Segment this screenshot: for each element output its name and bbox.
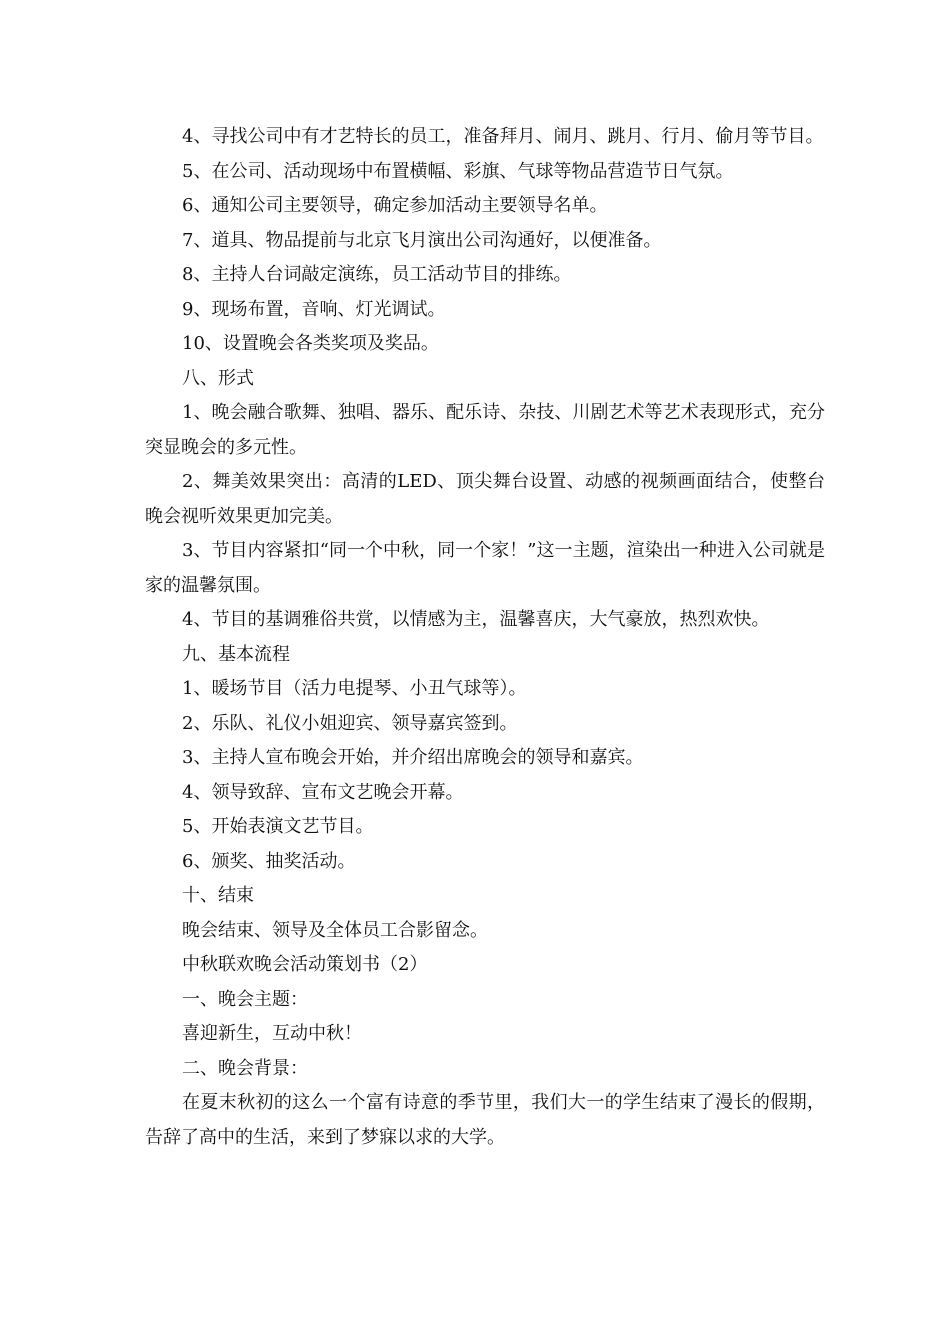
section-heading: 二、晚会背景： (182, 1057, 308, 1079)
paragraph: 1、暖场节目（活力电提琴、小丑气球等）。 (182, 678, 527, 699)
paragraph: 6、通知公司主要领导，确定参加活动主要领导名单。 (182, 195, 608, 216)
paragraph: 2、舞美效果突出：高清的LED、顶尖舞台设置、动感的视频画面结合，使整台晚会视听效果更加完美。 (145, 471, 825, 527)
section-heading: 八、形式 (182, 367, 254, 389)
section-heading: 一、晚会主题： (182, 988, 308, 1010)
paragraph: 喜迎新生，互动中秋！ (182, 1023, 362, 1044)
section-heading: 九、基本流程 (182, 643, 290, 665)
paragraph: 4、节目的基调雅俗共赏，以情感为主，温馨喜庆，大气豪放，热烈欢快。 (182, 609, 770, 630)
paragraph: 晚会结束、领导及全体员工合影留念。 (182, 919, 488, 941)
paragraph: 在夏末秋初的这么一个富有诗意的季节里，我们大一的学生结束了漫长的假期，告辞了高中的生活，来到了梦寐以求的大学。 (145, 1092, 825, 1148)
paragraph: 5、在公司、活动现场中布置横幅、彩旗、气球等物品营造节日气氛。 (182, 160, 734, 182)
paragraph: 8、主持人台词敲定演练，员工活动节目的排练。 (182, 264, 572, 285)
paragraph: 2、乐队、礼仪小姐迎宾、领导嘉宾签到。 (182, 712, 518, 734)
paragraph: 7、道具、物品提前与北京飞月演出公司沟通好，以便准备。 (182, 229, 662, 251)
paragraph: 5、开始表演文艺节目。 (182, 816, 374, 837)
paragraph: 3、主持人宣布晚会开始，并介绍出席晚会的领导和嘉宾。 (182, 747, 644, 768)
paragraph: 9、现场布置，音响、灯光调试。 (182, 298, 446, 320)
paragraph: 3、节目内容紧扣“同一个中秋，同一个家！”这一主题，渲染出一种进入公司就是家的温馨氛围。 (145, 540, 825, 596)
paragraph: 6、颁奖、抽奖活动。 (182, 850, 356, 872)
section-heading: 十、结束 (182, 885, 254, 906)
paragraph: 1、晚会融合歌舞、独唱、器乐、配乐诗、杂技、川剧艺术等艺术表现形式，充分突显晚会的多元性。 (145, 402, 825, 458)
document-body (145, 120, 825, 1155)
paragraph: 4、领导致辞、宣布文艺晚会开幕。 (182, 781, 464, 803)
document-subtitle: 中秋联欢晚会活动策划书（2） (182, 954, 428, 975)
paragraph: 4、寻找公司中有才艺特长的员工，准备拜月、闹月、跳月、行月、偷月等节目。 (182, 126, 824, 147)
paragraph: 10、设置晚会各类奖项及奖品。 (182, 333, 439, 354)
